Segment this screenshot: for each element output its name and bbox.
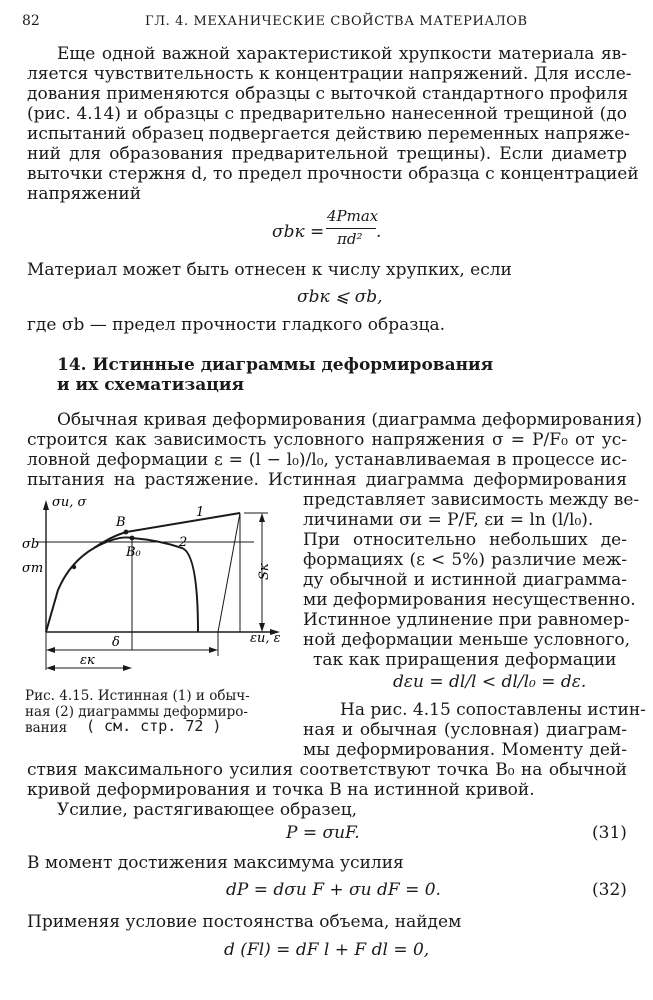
running-title: ГЛ. 4. МЕХАНИЧЕСКИЕ СВОЙСТВА МАТЕРИАЛОВ [145, 14, 528, 29]
text-line: Обычная кривая деформирования (диаграмма деформирования) [57, 410, 643, 430]
text-line: ду обычной и истинной диаграмма- [303, 570, 627, 590]
text-line: ляется чувствительность к концентрации напряжений. Для иссле- [27, 64, 632, 84]
sigma-t-label: σт [22, 561, 44, 576]
curve-1-label: 1 [196, 505, 205, 520]
formula-max-force: dP = dσи F + σи dF = 0. [226, 880, 441, 900]
text-line: (рис. 4.14) и образцы с предварительно нанесенной трещиной (до [27, 104, 627, 124]
text-line: напряжений [27, 184, 142, 204]
text-line: выточки стержня d, то предел прочности образца с концентрацией [27, 164, 639, 184]
text-line: пытания на растяжение. Истинная диаграмма деформирования [27, 470, 627, 490]
yield-point [72, 565, 76, 569]
fraction-bar [326, 228, 376, 229]
text-line: ствия максимального усилия соответствуют точка B₀ на обычной [27, 760, 627, 780]
equation-number-32: (32) [592, 880, 627, 900]
x-axis-label: εи, ε [250, 631, 281, 646]
caption-line: Рис. 4.15. Истинная (1) и обыч- [25, 688, 250, 704]
text-line: строится как зависимость условного напряжения σ = P/F₀ от ус- [27, 430, 627, 450]
text-line: Применяя условие постоянства объема, найдем [27, 912, 462, 932]
point-b-label: B [116, 515, 126, 530]
text-line: представляет зависимость между ве- [303, 490, 640, 510]
epsk-arrow-left [46, 665, 55, 671]
y-axis-arrow [43, 500, 49, 510]
formula-numerator: 4Pmax [327, 207, 379, 225]
formula-increment: dεи = dl/l < dl/l₀ = dε. [393, 672, 587, 692]
text-line: Материал может быть отнесен к числу хрупких, если [27, 260, 512, 280]
y-axis-label: σи, σ [52, 495, 87, 510]
text-line: В момент достижения максимума усилия [27, 853, 404, 873]
text-line: где σb — предел прочности гладкого образца. [27, 315, 445, 335]
formula-lhs: σbк = [272, 222, 325, 242]
text-line: ми деформирования несущественно. [303, 590, 636, 610]
equation-number-31: (31) [592, 823, 627, 843]
formula-force: P = σиF. [286, 823, 360, 843]
curve-true-diagram [46, 513, 240, 632]
text-line: испытаний образец подвергается действию переменных напряже- [27, 124, 631, 144]
handwritten-note: ( см. стр. 72 ) [86, 717, 222, 735]
text-line: кривой деформирования и точка B на истинной кривой. [27, 780, 535, 800]
text-line: На рис. 4.15 сопоставлены истин- [340, 700, 646, 720]
section-title: 14. Истинные диаграммы деформирования [57, 355, 494, 375]
text-line: ний для образования предварительной трещины). Если диаметр [27, 144, 627, 164]
section-title-cont: и их схематизация [57, 375, 245, 395]
text-line: Истинное удлинение при равномер- [303, 610, 630, 630]
text-line: мы деформирования. Моменту дей- [303, 740, 627, 760]
sk-label: Sк [257, 563, 272, 580]
formula-volume: d (Fl) = dF l + F dl = 0, [224, 940, 430, 960]
formula-end: . [376, 222, 382, 242]
delta-arrow-right [209, 647, 218, 653]
caption-line: ная (2) диаграммы деформиро- [25, 704, 248, 720]
curve-conventional-diagram [94, 537, 198, 632]
text-line: дования применяются образцы с выточкой стандартного профиля [27, 84, 629, 104]
caption-line: вания [25, 720, 68, 736]
delta-arrow-left [46, 647, 55, 653]
point-b [124, 530, 129, 535]
delta-label: δ [112, 635, 120, 650]
text-line: При относительно небольших де- [303, 530, 627, 550]
text-line: ловной деформации ε = (l − l₀)/l₀, устанавливаемая в процессе ис- [27, 450, 627, 470]
text-line: формациях (ε < 5%) различие меж- [303, 550, 627, 570]
text-line: личинами σи = P/F, εи = ln (l/l₀). [303, 510, 594, 530]
epsk-arrow-right [123, 665, 132, 671]
sk-arrow-top [259, 513, 265, 522]
formula-denominator: πd² [337, 230, 363, 248]
epsk-label: εк [80, 653, 95, 668]
unload-line [218, 513, 240, 632]
curve-2-label: 2 [179, 535, 188, 550]
figure-true-stress-strain-diagram [22, 492, 297, 684]
point-b0-label: B₀ [126, 545, 141, 560]
formula-brittle-condition: σbк ⩽ σb, [297, 287, 383, 307]
text-line: Еще одной важной характеристикой хрупкости материала яв- [57, 44, 627, 64]
page-number: 82 [22, 13, 40, 29]
sigma-b-label: σb [22, 537, 40, 552]
text-line: так как приращения деформации [313, 650, 617, 670]
text-line: ной деформации меньше условного, [303, 630, 630, 650]
text-line: Усилие, растягивающее образец, [57, 800, 358, 820]
text-line: ная и обычная (условная) диаграм- [303, 720, 627, 740]
